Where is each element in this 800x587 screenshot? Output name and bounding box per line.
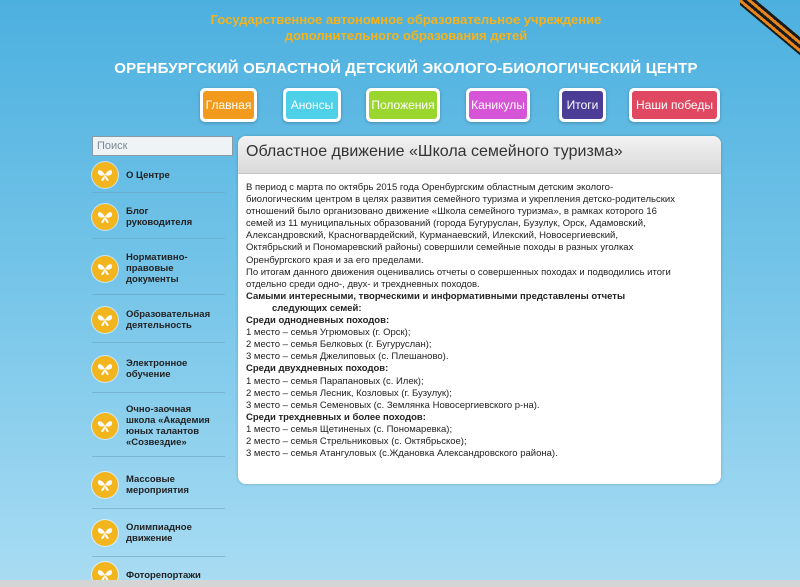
butterfly-icon [92, 256, 118, 282]
text-line: Александровский, Красногвардейский, Курманаевский, Илекский, Новосергиевский, [246, 230, 619, 242]
sidebar-item-label: Электронное [126, 358, 188, 369]
horizontal-scrollbar[interactable] [0, 580, 800, 587]
result-line: 1 место – семья Парапановых (с. Илек); [246, 375, 424, 387]
result-line: 3 место – семья Атангуловых (с.Ждановка Александровского района). [246, 448, 558, 460]
group-heading: Среди двухдневных походов: [246, 363, 389, 375]
sidebar-item-about[interactable] [92, 162, 225, 188]
result-line: 2 место – семья Белковых (г. Бугуруслан); [246, 339, 432, 351]
sidebar-item-events[interactable] [92, 472, 225, 498]
text-line: отдельно среди одно-, двух- и трехдневных походов. [246, 278, 480, 290]
sidebar-item-label: движение [126, 533, 173, 544]
sidebar-item-label: О Центре [126, 169, 170, 181]
text-line: Оренбургского края и за его пределами. [246, 254, 424, 266]
sidebar-item-label: обучение [126, 369, 171, 380]
nav-announcements-button[interactable] [283, 88, 341, 122]
butterfly-icon [92, 204, 118, 230]
article-header [238, 136, 721, 174]
sidebar-item-documents[interactable] [92, 252, 225, 285]
sidebar-item-label: Блог [126, 206, 149, 217]
sidebar-item-olympiad[interactable] [92, 520, 225, 546]
highlight-line: следующих семей: [272, 302, 362, 314]
sidebar-item-e-learning[interactable] [92, 356, 225, 382]
article-title: Областное движение «Школа семейного туризма» [246, 143, 623, 160]
nav-label: Положения [369, 91, 437, 119]
site-title: ОРЕНБУРГСКИЙ ОБЛАСТНОЙ ДЕТСКИЙ ЭКОЛОГО-БИОЛОГИЧЕСКИЙ ЦЕНТР [114, 60, 698, 77]
article-panel [238, 136, 721, 484]
nav-label: Анонсы [286, 91, 338, 119]
result-line: 3 место – семья Семеновых (с. Землянка Новосергиевского р-на). [246, 399, 540, 411]
butterfly-icon [92, 520, 118, 546]
main-nav [0, 88, 800, 122]
sidebar-item-education[interactable] [92, 307, 225, 333]
sidebar-item-label: юных талантов [126, 426, 200, 437]
sidebar-item-blog[interactable] [92, 204, 225, 230]
nav-home-button[interactable] [200, 88, 257, 122]
text-line: отношений было организовано движение «Школа семейного туризма», в рамках которого 16 [246, 206, 657, 218]
nav-holidays-button[interactable] [466, 88, 530, 122]
org-line-1: Государственное автономное образовательное учреждение [210, 12, 602, 27]
sidebar-item-label: школа «Академия [126, 415, 210, 426]
butterfly-icon [92, 472, 118, 498]
nav-results-button[interactable] [559, 88, 606, 122]
text-line: биологическим центром в целях развития семейного туризма и укрепления детско-родительских [246, 194, 675, 206]
text-line: В период с марта по октябрь 2015 года Оренбургским областным детским эколого- [246, 182, 614, 193]
sidebar-item-label: «Созвездие» [126, 437, 187, 448]
result-line: 2 место – семья Стрельниковых (с. Октябрьское); [246, 435, 467, 447]
result-line: 1 место – семья Угрюмовых (г. Орск); [246, 327, 411, 339]
result-line: 3 место – семья Джелиповых (с. Плешаново). [246, 351, 449, 363]
butterfly-icon [92, 307, 118, 333]
nav-regulations-button[interactable] [366, 88, 440, 122]
highlight-line: Самыми интересными, творческими и информативными представлены отчеты [246, 290, 626, 302]
sidebar-item-label: Олимпиадное [126, 522, 192, 533]
nav-label: Каникулы [469, 91, 527, 119]
butterfly-icon [92, 413, 118, 439]
text-line: Октябрьский и Пономаревский районы) совершили семейные походы в разных уголках [246, 242, 634, 254]
sidebar-item-label: Нормативно- [126, 252, 188, 263]
sidebar-item-label: правовые [126, 263, 174, 274]
result-line: 1 место – семья Щетиненых (с. Пономаревка); [246, 423, 453, 435]
text-line: По итогам данного движения оценивались отчеты о совершенных походах и подводились итоги [246, 266, 671, 278]
search-input[interactable] [92, 136, 233, 156]
sidebar-item-label: Очно-заочная [126, 404, 192, 415]
sidebar-item-label: Массовые [126, 474, 175, 485]
sidebar-item-label: руководителя [126, 217, 193, 228]
group-heading: Среди трехдневных и более походов: [246, 411, 426, 423]
butterfly-icon [92, 356, 118, 382]
sidebar-item-label: Фоторепортажи [126, 569, 201, 581]
sidebar-item-label: документы [126, 274, 179, 285]
sidebar-item-label: деятельность [126, 320, 192, 331]
sidebar-item-label: мероприятия [126, 485, 189, 496]
nav-label: Итоги [562, 91, 603, 119]
nav-victories-button[interactable] [629, 88, 720, 122]
result-line: 2 место – семья Лесник, Козловых (г. Бузулук); [246, 387, 452, 399]
group-heading: Среди однодневных походов: [246, 315, 390, 327]
article-body [238, 174, 721, 460]
organization-name [0, 12, 800, 44]
sidebar-item-academy[interactable] [92, 404, 225, 448]
nav-label: Главная [203, 91, 254, 119]
sidebar-item-label: Образовательная [126, 309, 211, 320]
nav-label: Наши победы [632, 91, 717, 119]
butterfly-icon [92, 162, 118, 188]
org-line-2: дополнительного образования детей [284, 28, 528, 43]
text-line: семей из 11 муниципальных образований (города Бугуруслан, Бузулук, Орск, Адамовский, [246, 218, 646, 230]
